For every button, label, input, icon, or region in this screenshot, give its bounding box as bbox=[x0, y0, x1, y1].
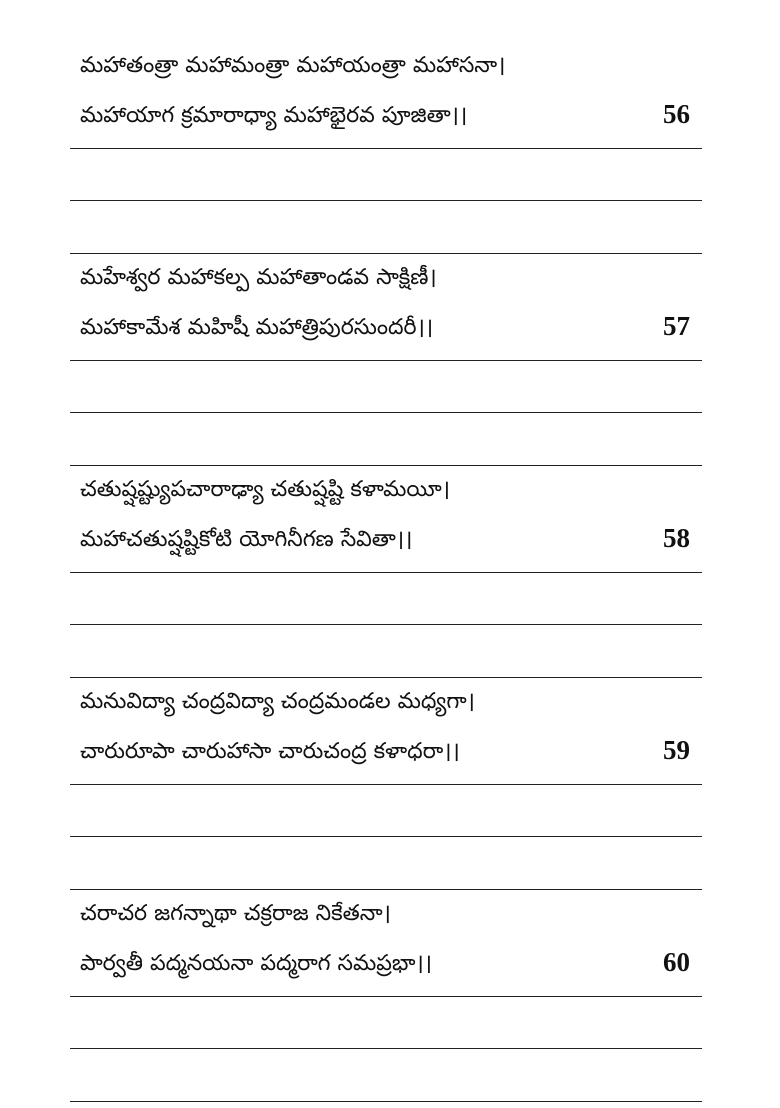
writing-line bbox=[70, 784, 702, 785]
verse-block bbox=[70, 257, 702, 469]
verse-line-1: మహేశ్వర మహాకల్ప మహాతాండవ సాక్షిణీ। bbox=[80, 265, 437, 290]
writing-line bbox=[70, 200, 702, 201]
writing-line bbox=[70, 996, 702, 997]
writing-line bbox=[70, 624, 702, 625]
verse-number: 56 bbox=[663, 99, 690, 129]
writing-line bbox=[70, 836, 702, 837]
writing-line bbox=[70, 677, 702, 678]
writing-line bbox=[70, 889, 702, 890]
writing-line bbox=[70, 1048, 702, 1049]
verse-block bbox=[70, 45, 702, 257]
verse-number: 59 bbox=[663, 735, 690, 765]
writing-line bbox=[70, 360, 702, 361]
verse-line-2: మహాయాగ క్రమారాధ్యా మహాభైరవ పూజితా।। bbox=[80, 103, 468, 128]
verse-number: 58 bbox=[663, 523, 690, 553]
verse-line-1: మహాతంత్రా మహామంత్రా మహాయంత్రా మహాసనా। bbox=[80, 53, 506, 78]
verse-line-1: చతుష్షష్ట్యుపచారాఢ్యా చతుష్షష్టి కళామయీ। bbox=[80, 477, 451, 502]
writing-line bbox=[70, 148, 702, 149]
verse-block bbox=[70, 469, 702, 681]
verse-line-2: మహాచతుష్షష్టికోటి యోగినీగణ సేవితా।। bbox=[80, 527, 413, 552]
verse-line-1: మనువిద్యా చంద్రవిద్యా చంద్రమండల మధ్యగా। bbox=[80, 689, 475, 714]
verse-line-2: మహాకామేశ మహిషీ మహాత్రిపురసుందరీ।। bbox=[80, 315, 434, 340]
writing-line bbox=[70, 572, 702, 573]
verse-line-1: చరాచర జగన్నాథా చక్రరాజ నికేతనా। bbox=[80, 901, 391, 926]
writing-line bbox=[70, 1101, 702, 1102]
verse-number: 57 bbox=[663, 311, 690, 341]
verse-block bbox=[70, 893, 702, 1105]
writing-line bbox=[70, 253, 702, 254]
verse-line-2: చారురూపా చారుహాసా చారుచంద్ర కళాధరా।। bbox=[80, 739, 460, 764]
verse-line-2: పార్వతీ పద్మనయనా పద్మరాగ సమప్రభా।। bbox=[80, 951, 433, 976]
verse-number: 60 bbox=[663, 947, 690, 977]
writing-line bbox=[70, 412, 702, 413]
verse-block bbox=[70, 681, 702, 893]
writing-line bbox=[70, 465, 702, 466]
